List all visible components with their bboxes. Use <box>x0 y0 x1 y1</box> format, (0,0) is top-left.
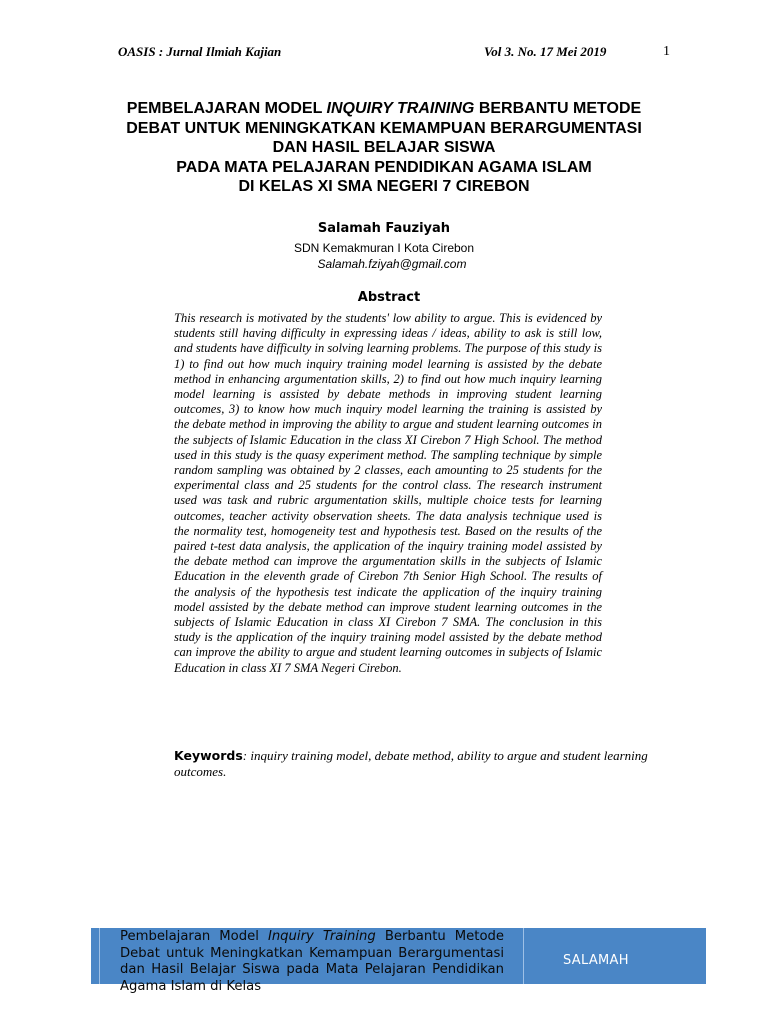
title-line-1: PEMBELAJARAN MODEL INQUIRY TRAINING BERBANTU METODE <box>126 100 642 117</box>
running-header <box>118 40 678 64</box>
title-line-5: DI KELAS XI SMA NEGERI 7 CIREBON <box>238 178 530 195</box>
paper-title <box>60 99 708 197</box>
journal-name: OASIS : Jurnal Ilmiah Kajian <box>118 44 282 59</box>
title-line-3: DAN HASIL BELAJAR SISWA <box>272 139 496 156</box>
journal-volume: Vol 3. No. 17 Mei 2019 <box>484 44 607 59</box>
footer-running-author: SALAMAH <box>563 953 629 968</box>
title-line-2: DEBAT UNTUK MENINGKATKAN KEMAMPUAN BERARGUMENTASI <box>126 119 642 137</box>
keywords-values: : inquiry training model, debate method, ability to argue and student learning outcomes. <box>174 748 648 779</box>
author-affiliation: SDN Kemakmuran I Kota Cirebon <box>293 241 475 255</box>
keywords-label: Keywords <box>174 748 243 763</box>
abstract-heading: Abstract <box>357 290 421 305</box>
title-line-4: PADA MATA PELAJARAN PENDIDIKAN AGAMA ISLAM <box>176 158 592 176</box>
page-number: 1 <box>663 44 670 59</box>
author-name: Salamah Fauziyah <box>317 221 451 236</box>
footer-divider-left <box>99 928 100 984</box>
footer-italic-term: Inquiry Training <box>267 929 376 944</box>
author-email: Salamah.fziyah@gmail.com <box>317 257 467 271</box>
running-footer <box>91 928 706 994</box>
footer-running-title: Pembelajaran Model Inquiry Training Berbantu Metode Debat untuk Meningkatkan Kemampuan Berargumentasi dan Hasil Belajar Siswa pada Mata Pelajaran Pendidikan Agama Islam di Kelas <box>120 929 504 994</box>
abstract-body: This research is motivated by the students' low ability to argue. This is evidenced by students still having difficulty in expressing ideas / ideas, ability to ask is still low, and students have difficulty in solving learning problems. The purpose of this study is 1) to find out how much inquiry training model learning is assisted by the debate method in enhancing argumentation skills, 2) to find out how much inquiry learning model learning is assisted by debate methods in improving student learning outcomes, 3) to know how much inquiry model learning the training is assisted by the debate method in improving the ability to argue and student learning outcomes in the subjects of Islamic Education in the class XI Cirebon 7 High School. The method used in this study is the quasy experiment method. The sampling technique by simple random sampling was obtained by 2 classes, each amounting to 25 students for the experimental class and 25 students for the control class. The research instrument used was task and rubric argumentation skills, multiple choice tests for learning outcomes, teacher activity observation sheets. The data analysis technique used is the normality test, homogeneity test and hypothesis test. Based on the results of the paired t-test data analysis, the application of the inquiry training model assisted by the debate method can improve the argumentation skills in the subjects of Islamic Education in the eleventh grade of Cirebon 7th Senior High School. The results of the analysis of the hypothesis test indicate the application of the inquiry training model assisted by the debate method can improve student learning outcomes in the subjects of Islamic Education in class XI Cirebon 7 SMA. The conclusion in this study is the application of the inquiry training model assisted by the debate method can improve the ability to argue and student learning outcomes in subjects of Islamic Education in class XI 7 SMA Negeri Cirebon. <box>174 311 602 675</box>
footer-divider-mid <box>523 928 524 984</box>
keywords <box>174 748 684 780</box>
title-italic-term: INQUIRY TRAINING <box>326 100 475 117</box>
